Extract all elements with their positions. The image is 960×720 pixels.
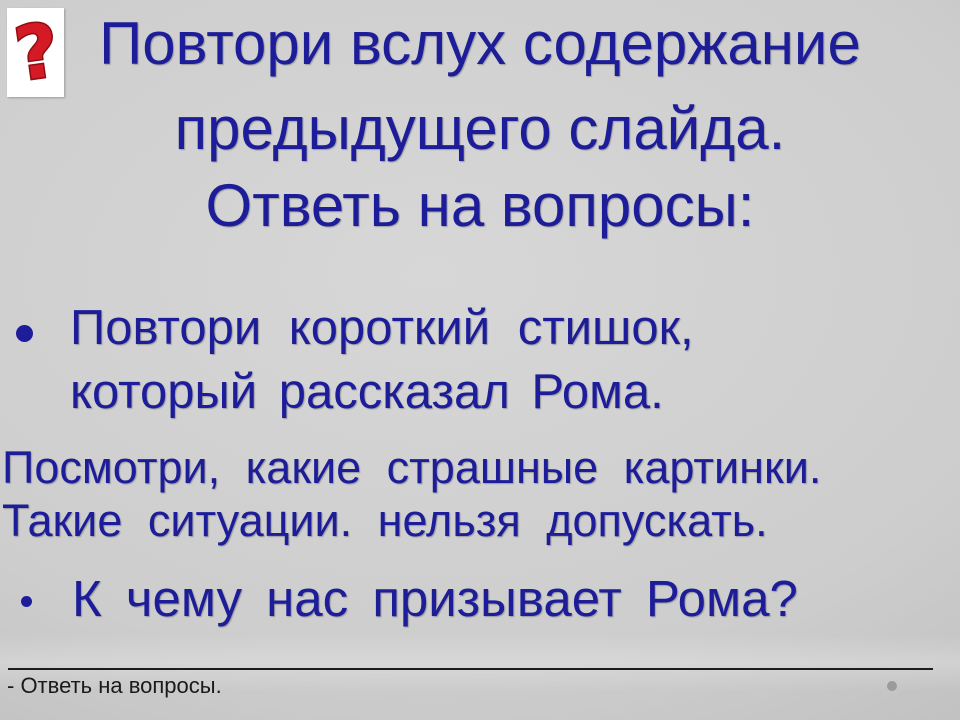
bullet1-line-2: который рассказал Рома. <box>70 365 664 419</box>
note-line-2: Такие ситуации. нельзя допускать. <box>2 495 768 546</box>
footer-decoration-dot <box>887 681 897 691</box>
slide-title-line-2: предыдущего слайда. <box>174 95 786 162</box>
note-line-1: Посмотри, какие страшные картинки. <box>2 442 822 493</box>
bullet-icon <box>21 596 32 607</box>
footer-divider-line <box>8 668 933 670</box>
bullet2-text: К чему нас призывает Рома? <box>72 570 798 627</box>
bullet1-line-1: Повтори короткий стишок, <box>70 301 694 355</box>
bullet-icon <box>16 325 33 342</box>
svg-text:?: ? <box>9 8 64 97</box>
footer-note: - Ответь на вопросы. <box>7 673 222 698</box>
slide-title-line-3: Ответь на вопросы: <box>205 172 755 239</box>
slide-title-line-1: Повтори вслух содержание <box>99 10 861 77</box>
